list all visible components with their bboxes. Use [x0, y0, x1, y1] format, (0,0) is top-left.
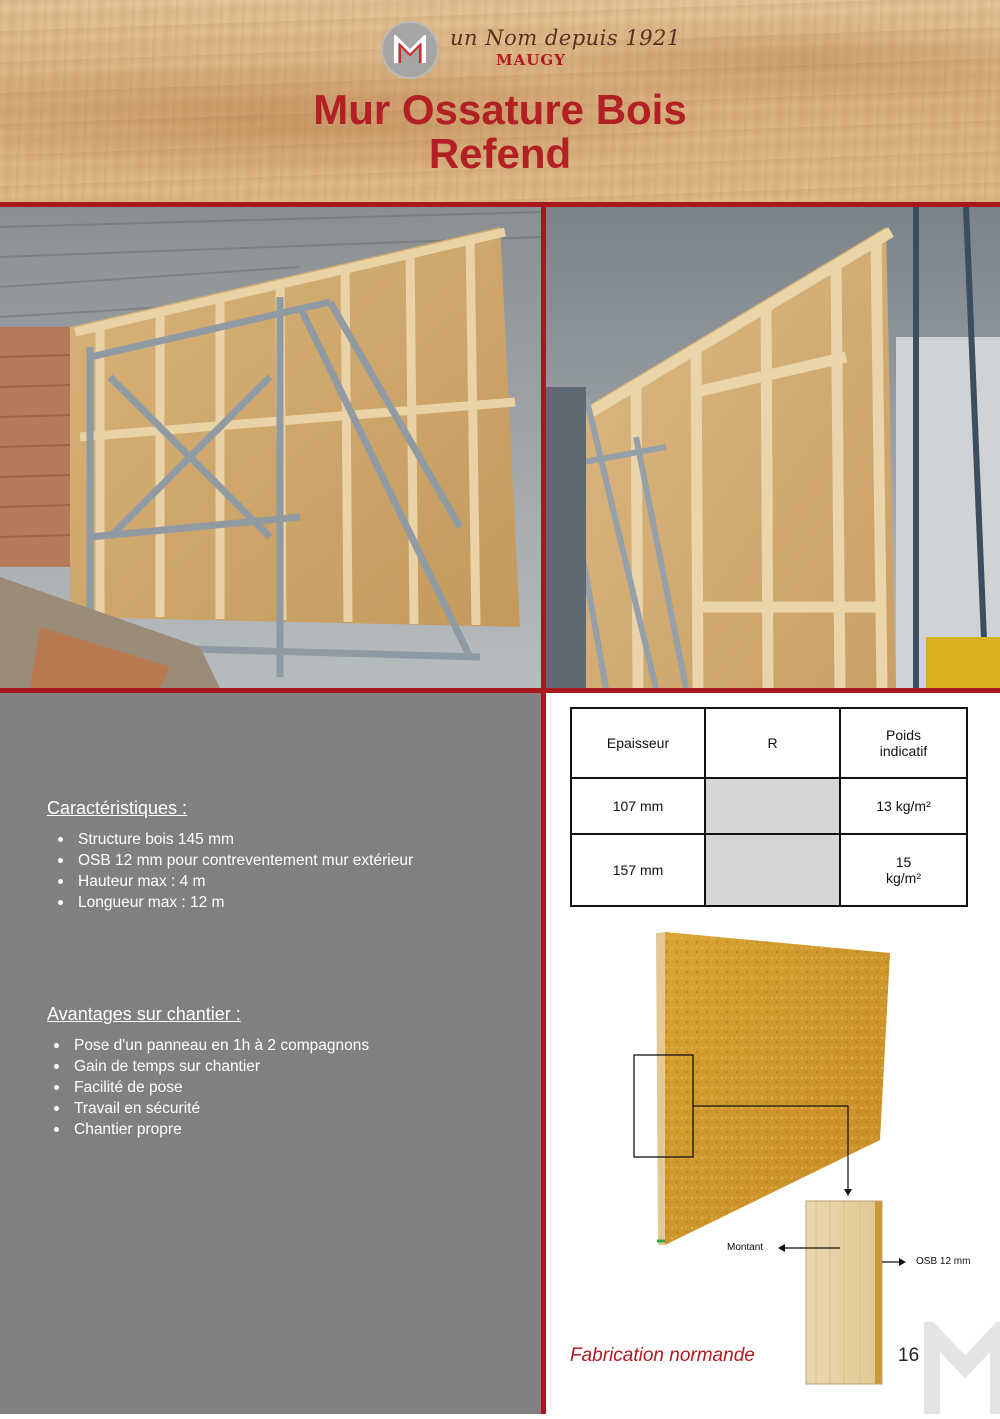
list-item: Gain de temps sur chantier: [48, 1056, 369, 1077]
cell-r: [705, 834, 840, 906]
page-title-line-1: Mur Ossature Bois: [313, 86, 687, 133]
photo-wall-frame-closeup: [546, 207, 1000, 688]
cell-epaisseur: 107 mm: [571, 778, 705, 834]
list-item: Longueur max : 12 m: [52, 892, 413, 913]
characteristics-title: Caractéristiques :: [47, 798, 188, 818]
page-title-line-2: Refend: [428, 130, 572, 177]
list-item: Structure bois 145 mm: [52, 829, 413, 850]
characteristics-list: [52, 829, 413, 913]
list-item: OSB 12 mm pour contreventement mur extérieur: [52, 850, 413, 871]
list-item: Travail en sécurité: [48, 1098, 369, 1119]
footer-note: Fabrication normande: [570, 1345, 755, 1366]
page-title: [0, 88, 1000, 176]
cell-poids-line-1: 13 kg/m²: [876, 798, 931, 814]
label-montant: Montant: [727, 1242, 764, 1253]
cell-epaisseur: 157 mm: [571, 834, 705, 906]
table-row: [571, 778, 967, 834]
header-epaisseur: Epaisseur: [571, 708, 705, 778]
table-header-row: [571, 708, 967, 778]
photo-wall-frame-on-rack: [0, 207, 541, 688]
table-row: [571, 834, 967, 906]
logo-m-icon: [394, 35, 426, 65]
header-poids: [840, 708, 967, 778]
header-wood-banner: [0, 0, 1000, 202]
list-item: Facilité de pose: [48, 1077, 369, 1098]
list-item: Chantier propre: [48, 1119, 369, 1140]
advantages-title: Avantages sur chantier :: [47, 1004, 241, 1024]
page-number: 16: [898, 1345, 920, 1366]
m-watermark-icon: [920, 1322, 1000, 1419]
header-poids-line-2: indicatif: [879, 743, 928, 759]
list-item: Pose d'un panneau en 1h à 2 compagnons: [48, 1035, 369, 1056]
cell-poids-line-2: kg/m²: [886, 870, 921, 886]
header-r: R: [705, 708, 840, 778]
brand-name: MAUGY: [496, 51, 566, 69]
cell-poids-line-1: 15: [895, 854, 912, 870]
cell-r: [705, 778, 840, 834]
list-item: Hauteur max : 4 m: [52, 871, 413, 892]
header-poids-line-1: Poids: [885, 727, 922, 743]
label-osb: OSB 12 mm: [916, 1256, 971, 1267]
cell-poids: [840, 778, 967, 834]
spec-table: [570, 707, 968, 907]
maugy-logo: [381, 21, 439, 79]
brand-tagline: un Nom depuis 1921: [450, 26, 681, 50]
advantages-list: [48, 1035, 369, 1140]
cell-poids: [840, 834, 967, 906]
